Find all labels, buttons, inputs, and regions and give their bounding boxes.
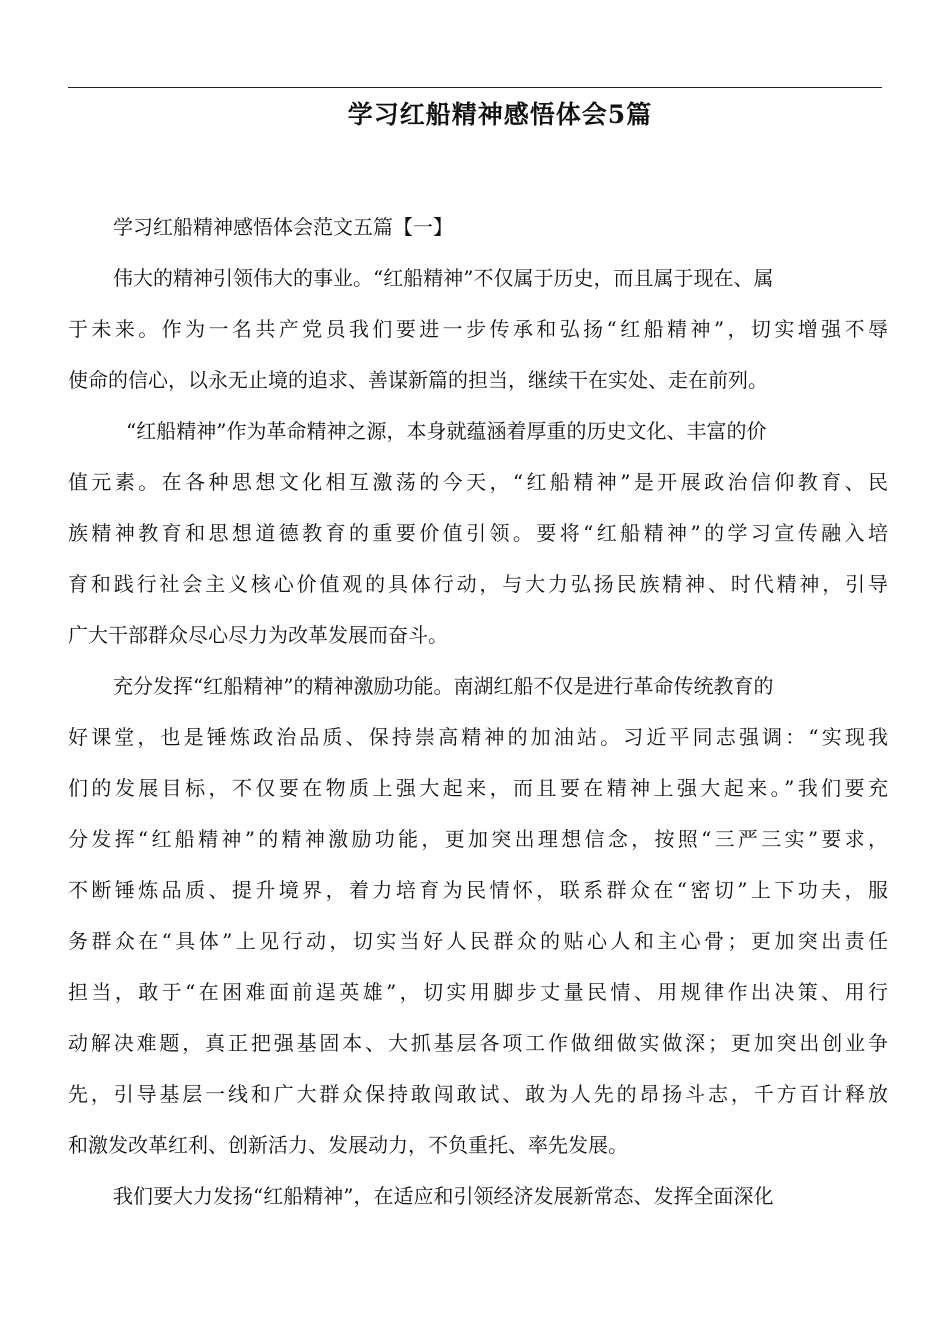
paragraph-3-line-8: 动解决难题，真正把强基固本、大抓基层各项工作做细做实做深；更加突出创业争 — [68, 1031, 888, 1055]
document-body — [68, 208, 888, 1228]
paragraph-4-line-1: 我们要大力发扬“红船精神”，在适应和引领经济发展新常态、发挥全面深化 — [113, 1184, 774, 1208]
document-title: 学习红船精神感悟体会5篇 — [347, 100, 653, 129]
paragraph-1-line-2: 于未来。作为一名共产党员我们要进一步传承和弘扬“红船精神”，切实增强不辱 — [68, 317, 888, 341]
paragraph-3-line-6: 务群众在“具体”上见行动，切实当好人民群众的贴心人和主心骨；更加突出责任 — [68, 929, 888, 953]
paragraph-3-line-3: 们的发展目标，不仅要在物质上强大起来，而且要在精神上强大起来。”我们要充 — [68, 776, 888, 800]
section-heading: 学习红船精神感悟体会范文五篇【一】 — [113, 215, 453, 239]
paragraph-2-line-3: 族精神教育和思想道德教育的重要价值引领。要将“红船精神”的学习宣传融入培 — [68, 521, 888, 545]
paragraph-1-line-3: 使命的信心，以永无止境的追求、善谋新篇的担当，继续干在实处、走在前列。 — [68, 368, 768, 392]
header-rule — [68, 87, 882, 88]
paragraph-3-line-7: 担当，敢于“在困难面前逞英雄”，切实用脚步丈量民情、用规律作出决策、用行 — [68, 980, 888, 1004]
paragraph-2-line-1: “红船精神”作为革命精神之源，本身就蕴涵着厚重的历史文化、丰富的价 — [126, 419, 767, 443]
paragraph-3-line-9: 先，引导基层一线和广大群众保持敢闯敢试、敢为人先的昂扬斗志，千方百计释放 — [68, 1082, 888, 1106]
paragraph-2-line-4: 育和践行社会主义核心价值观的具体行动，与大力弘扬民族精神、时代精神，引导 — [68, 572, 888, 596]
paragraph-3-line-1: 充分发挥“红船精神”的精神激励功能。南湖红船不仅是进行革命传统教育的 — [113, 674, 774, 698]
paragraph-3-line-10: 和激发改革红利、创新活力、发展动力，不负重托、率先发展。 — [68, 1133, 628, 1157]
paragraph-3-line-4: 分发挥“红船精神”的精神激励功能，更加突出理想信念，按照“三严三实”要求， — [68, 827, 888, 851]
paragraph-2-line-5: 广大干部群众尽心尽力为改革发展而奋斗。 — [68, 623, 448, 647]
paragraph-3-line-5: 不断锤炼品质、提升境界，着力培育为民情怀，联系群众在“密切”上下功夫，服 — [68, 878, 888, 902]
paragraph-1-line-1: 伟大的精神引领伟大的事业。“红船精神”不仅属于历史，而且属于现在、属 — [113, 266, 774, 290]
paragraph-3-line-2: 好课堂，也是锤炼政治品质、保持崇高精神的加油站。习近平同志强调：“实现我 — [68, 725, 888, 749]
paragraph-2-line-2: 值元素。在各种思想文化相互激荡的今天，“红船精神”是开展政治信仰教育、民 — [68, 470, 888, 494]
